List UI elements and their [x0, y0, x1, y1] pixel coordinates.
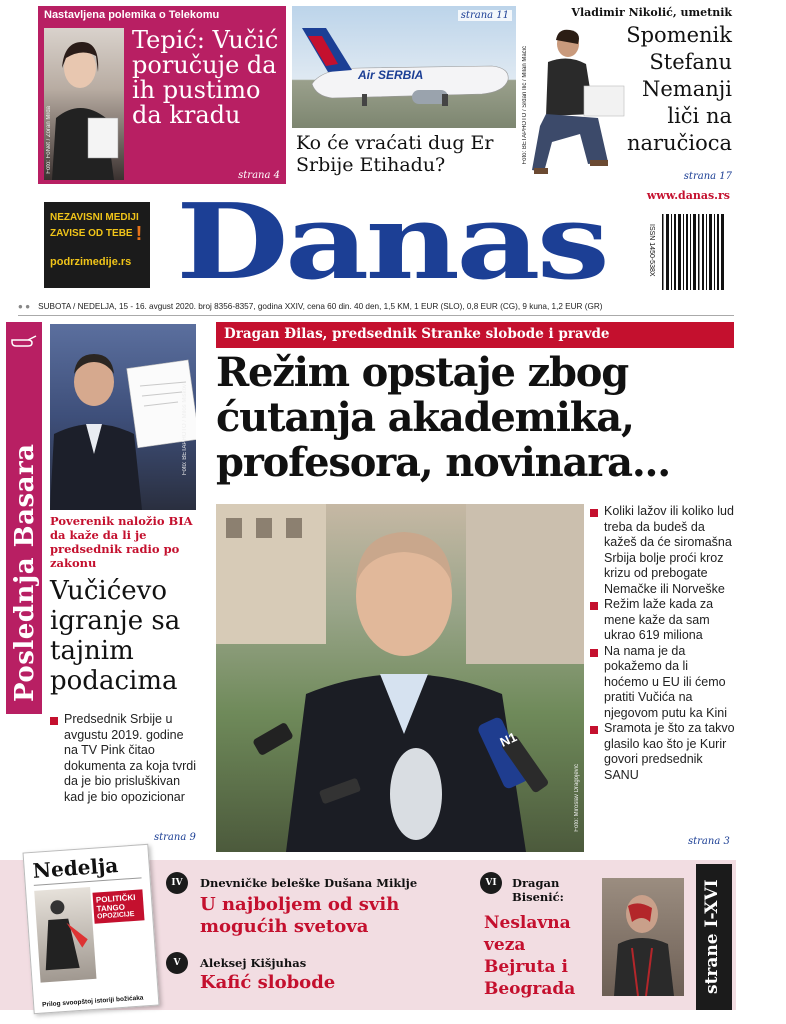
nedelja-cover[interactable]	[23, 844, 160, 1014]
supplement-item-kicker: Dnevničke beleške Dušana Mikljе	[200, 876, 418, 890]
barcode	[650, 210, 730, 294]
nedelja-footer: Prilog svoopštoj istoriji božićaka	[41, 994, 144, 1009]
teaser-nikolic[interactable]	[522, 6, 734, 184]
supplement-item-vi[interactable]	[480, 872, 690, 1010]
teaser-telekom-credit: Foto: FoNet / Zoran Mrđa	[46, 106, 52, 174]
supplement-item-headline: U najboljem od svih mogućih svetova	[200, 894, 400, 937]
supplement-pages-tab[interactable]	[696, 864, 732, 1010]
promo-exclam: !	[135, 223, 143, 245]
teaser-telekom-photo	[44, 28, 124, 180]
man-with-document-icon	[50, 324, 196, 510]
dateline	[18, 299, 734, 313]
supplement-item-iv[interactable]	[166, 872, 466, 937]
teaser-nikolic-headline: Spomenik Stefanu Nemanji liči na naručioca	[626, 23, 732, 155]
beirut-photo	[602, 878, 684, 996]
teaser-air-serbia[interactable]	[292, 6, 516, 184]
site-url[interactable]: www.danas.rs	[646, 189, 730, 202]
roman-badge: VI	[480, 872, 502, 894]
supplement-item-v[interactable]	[166, 952, 466, 1002]
woman-portrait-icon	[44, 28, 124, 180]
sidebar-page[interactable]: strana 9	[154, 832, 196, 843]
issn-label: ISSN 1450-538X	[648, 224, 655, 277]
masthead-logo[interactable]: Danas	[176, 180, 607, 303]
lead-kicker: Dragan Đilas, predsednik Stranke slobode i pravde	[224, 326, 610, 342]
lead-page[interactable]: strana 3	[688, 836, 730, 847]
nedelja-cover-line2: TANGO	[96, 902, 126, 914]
airplane-icon	[292, 6, 516, 128]
sidebar-headline[interactable]: Vučićevo igranje sa tajnim podacima	[50, 576, 181, 696]
supplement-item-headline: Kafić slobode	[200, 972, 336, 993]
nedelja-cover-line3: OPOZICIJE	[96, 910, 135, 921]
vucic-photo	[50, 324, 196, 510]
supplement-pages-label: strane I-XVI	[702, 879, 722, 995]
nikolic-photo	[528, 22, 628, 180]
vucic-photo-credit: Foto: BETAPHOTO / Miloš Miškov	[182, 384, 188, 476]
mic-n1-label: N1	[497, 729, 520, 750]
roman-badge: V	[166, 952, 188, 974]
teaser-telekom[interactable]	[38, 6, 286, 184]
man-sitting-icon	[528, 22, 628, 180]
nedelja-cover-box	[92, 889, 144, 923]
lead-bullets	[590, 504, 736, 783]
air-serbia-photo	[292, 6, 516, 128]
promo-url[interactable]: podrzimedije.rs	[50, 256, 132, 268]
promo-box[interactable]	[44, 202, 150, 288]
pointing-hand-icon	[6, 328, 42, 356]
basara-vertical-label: Poslednja Basara	[10, 443, 40, 702]
dateline-dots: ● ●	[18, 301, 31, 311]
basara-vertical-tab[interactable]	[6, 322, 42, 714]
teaser-nikolic-kicker: Vladimir Nikolić, umetnik	[571, 6, 732, 19]
dancers-icon	[34, 887, 96, 983]
nedelja-title: Nedelja	[31, 852, 119, 883]
roman-badge: IV	[166, 872, 188, 894]
lead-bullet: Režim laže kada za mene kaže da sam ukrao 619 miliona	[590, 597, 736, 644]
promo-line1: NEZAVISNI MEDIJI	[50, 212, 139, 223]
injured-man-icon	[602, 878, 684, 996]
teaser-nikolic-page: strana 17	[683, 171, 732, 182]
teaser-telekom-headline: Tepić: Vučić poručuje da ih pustimo da kradu	[132, 26, 279, 129]
promo-line2: ZAVISE OD TEBE	[50, 228, 133, 239]
plane-brand-label: Air SERBIA	[358, 68, 424, 82]
supplement-item-headline: Neslavna veza Bejruta i Beograda	[484, 913, 576, 999]
lead-headline[interactable]: Režim opstaje zbog ćutanja akademika, profesora, novinara...	[216, 349, 670, 486]
djilas-photo	[216, 504, 584, 852]
teaser-nikolic-credit: Foto: BETAPHOTO / Srđan Ilić / Milan Maćić	[522, 46, 528, 165]
sidebar-bullet: Predsednik Srbije u avgustu 2019. godine na TV Pink čitao dokumenta za koja tvrdi da je bio prisluškivan kad je bio opozicionar	[50, 712, 200, 805]
man-at-microphones-icon	[216, 504, 584, 852]
barcode-icon	[650, 210, 730, 294]
supplement-item-kicker: Aleksej Kišjuhas	[200, 956, 307, 970]
air-serbia-page: strana 11	[458, 10, 512, 21]
air-serbia-headline: Ko će vraćati dug Er Srbije Etihadu?	[296, 132, 494, 176]
lead-bullet: Sramota je što za takvo glasilo kao što je Kurir govori predsednik SANU	[590, 721, 736, 783]
teaser-telekom-page: strana 4	[238, 170, 280, 181]
dateline-rule	[18, 315, 734, 316]
teaser-telekom-kicker: Nastavljena polemika o Telekomu	[44, 9, 220, 21]
sidebar-kicker: Poverenik naložio BIA da kaže da li je predsednik radio po zakonu	[50, 514, 193, 570]
lead-kicker-bar	[216, 322, 734, 348]
nedelja-cover-line1: POLITIČKI	[95, 892, 136, 905]
nedelja-cover-photo	[34, 887, 96, 983]
lead-bullet: Na nama je da pokažemo da li hoćemo u EU ili ćemo pratiti Vučića na njegovom putu ka Kini	[590, 644, 736, 722]
supplement-item-kicker: Dragan Bisenić:	[512, 876, 564, 904]
dateline-text: SUBOTA / NEDELJA, 15 - 16. avgust 2020. broj 8356-8357, godina XXIV, cena 60 din. 40 den, 1,5 KM, 1 EUR (SLO), 0,8 EUR (CG), 9 kuna, 1,2 EUR (GR)	[38, 301, 603, 311]
lead-bullet: Koliki lažov ili koliko lud treba da budeš da kažeš da će siromašna Srbija bolje proći kroz krizu od prebogate Nemačke ili Norveške	[590, 504, 736, 597]
djilas-photo-credit: Foto: Miroslav Dragojević	[574, 764, 580, 832]
